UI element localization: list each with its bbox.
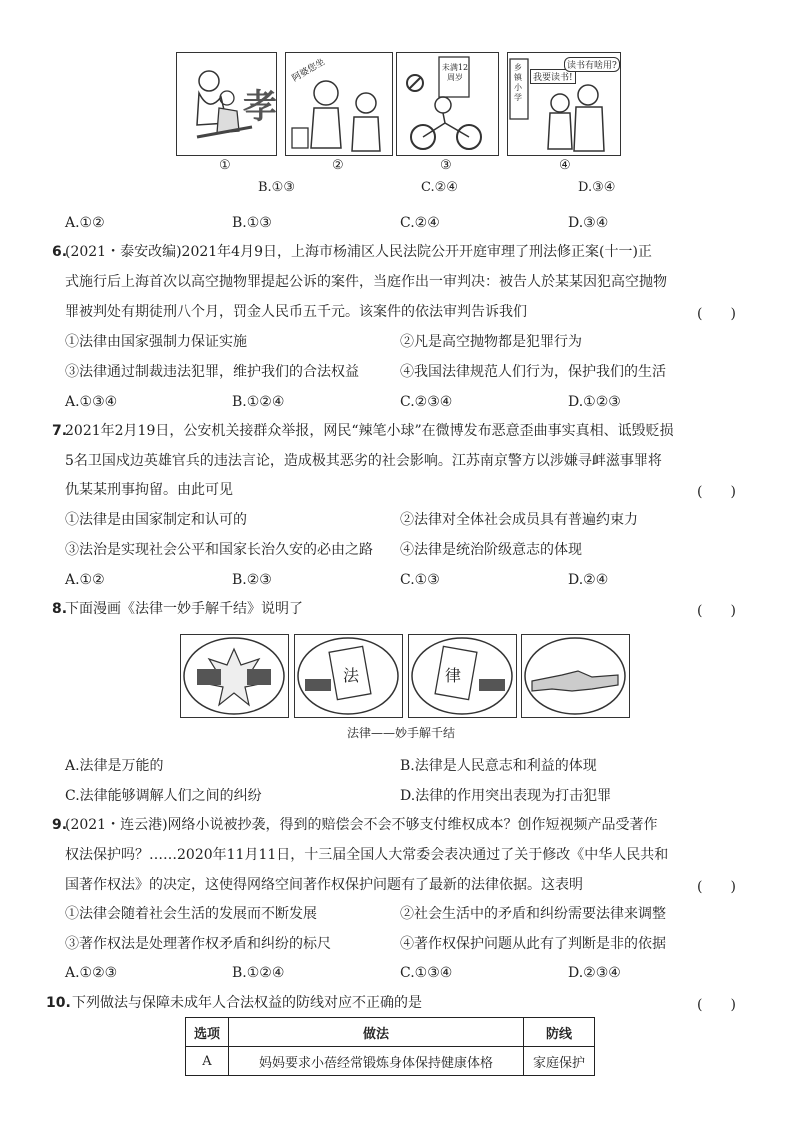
law-panel-char-lv: 律 — [445, 666, 462, 685]
table-header-option: 选项 — [186, 1018, 229, 1047]
q6-number: 6. — [52, 244, 68, 260]
panel2-speech: 阿婆您坐 — [290, 57, 327, 85]
q7-stem-line-2: 5名卫国戍边英雄官兵的违法言论，造成极其恶劣的社会影响。江苏南京警方以涉嫌寻衅滋事罪将 — [65, 453, 662, 469]
q8-option-b: B.法律是人民意志和利益的体现 — [400, 758, 597, 774]
comic-panel-3 — [396, 52, 499, 156]
q6-item-4: ④我国法律规范人们行为，保护我们的生活 — [400, 364, 666, 380]
q9-stem-line-3: 国著作权法》的决定，这使得网络空间著作权保护问题有了最新的法律依据。这表明 — [65, 877, 583, 893]
q7-item-1: ①法律是由国家制定和认可的 — [65, 512, 247, 528]
q6-stem-line-1: (2021・泰安改编)2021年4月9日，上海市杨浦区人民法院公开开庭审理了刑法修正案(十一)正 — [65, 244, 652, 260]
table-cell-line: 家庭保护 — [524, 1047, 595, 1076]
panel-label-1: ① — [219, 158, 231, 173]
inner-option-c: C.②④ — [421, 180, 458, 195]
table-cell-option: A — [186, 1047, 229, 1076]
q5-option-d: D.③④ — [568, 215, 609, 231]
q10-stem: 下列做法与保障未成年人合法权益的防线对应不正确的是 — [72, 995, 422, 1011]
q7-option-d: D.②④ — [568, 572, 609, 588]
panel-label-2: ② — [332, 158, 344, 173]
panel4-sign-text: 乡镇小学 — [514, 63, 522, 102]
q6-option-b: B.①②④ — [232, 394, 285, 410]
clashing-fists-illustration — [181, 635, 288, 717]
q9-option-c: C.①③④ — [400, 965, 453, 981]
panel3-sign-text: 未满12周岁 — [441, 63, 469, 82]
q7-option-a: A.①② — [65, 572, 105, 588]
q6-answer-blank[interactable]: ( ) — [697, 306, 736, 322]
panel4-bubble-2: 读书有啥用? — [564, 57, 620, 72]
panel-label-4: ④ — [559, 158, 571, 173]
inner-option-d: D.③④ — [578, 180, 616, 195]
q6-option-a: A.①③④ — [65, 394, 118, 410]
q10-table — [185, 1017, 595, 1076]
q9-number: 9. — [52, 817, 68, 833]
q6-item-2: ②凡是高空抛物都是犯罪行为 — [400, 334, 582, 350]
q9-stem-line-2: 权法保护吗？……2020年11月11日，十三届全国人大常委会表决通过了关于修改《中华人民共和 — [65, 847, 669, 863]
q7-stem-line-3: 仇某某刑事拘留。由此可见 — [65, 482, 233, 498]
q7-item-2: ②法律对全体社会成员具有普遍约束力 — [400, 512, 638, 528]
law-comic-panel-3 — [408, 634, 517, 718]
panel1-character: 孝 — [243, 87, 277, 127]
q7-stem-line-1: 2021年2月19日，公安机关接群众举报，网民“辣笔小球”在微博发布恶意歪曲事实真相、诋毁贬损 — [65, 423, 674, 439]
q6-option-c: C.②③④ — [400, 394, 453, 410]
handshake-illustration — [522, 635, 629, 717]
law-comic-panel-1 — [180, 634, 289, 718]
q5-option-b: B.①③ — [232, 215, 272, 231]
q7-item-3: ③法治是实现社会公平和国家长治久安的必由之路 — [65, 542, 373, 558]
law-panel-char-fa: 法 — [343, 666, 360, 685]
q8-option-c: C.法律能够调解人们之间的纠纷 — [65, 788, 262, 804]
panel-label-3: ③ — [440, 158, 452, 173]
table-cell-practice: 妈妈要求小蓓经常锻炼身体保持健康体格 — [229, 1047, 524, 1076]
q8-option-a: A.法律是万能的 — [65, 758, 164, 774]
q5-option-a: A.①② — [65, 215, 105, 231]
comic-panel-4 — [507, 52, 621, 156]
q9-option-a: A.①②③ — [65, 965, 118, 981]
q9-item-4: ④著作权保护问题从此有了判断是非的依据 — [400, 936, 666, 952]
q7-number: 7. — [52, 423, 68, 439]
q7-option-b: B.②③ — [232, 572, 272, 588]
q8-option-d: D.法律的作用突出表现为打击犯罪 — [400, 788, 612, 804]
q8-number: 8. — [52, 601, 68, 617]
q9-option-b: B.①②④ — [232, 965, 285, 981]
q7-option-c: C.①③ — [400, 572, 440, 588]
q9-answer-blank[interactable]: ( ) — [697, 879, 736, 895]
q6-item-3: ③法律通过制裁违法犯罪，维护我们的合法权益 — [65, 364, 359, 380]
q8-answer-blank[interactable]: ( ) — [697, 603, 736, 619]
q6-option-d: D.①②③ — [568, 394, 621, 410]
q9-item-2: ②社会生活中的矛盾和纠纷需要法律来调整 — [400, 906, 666, 922]
q7-item-4: ④法律是统治阶级意志的体现 — [400, 542, 582, 558]
q9-item-3: ③著作权法是处理著作权矛盾和纠纷的标尺 — [65, 936, 331, 952]
law-comic-panel-4 — [521, 634, 630, 718]
q5-option-c: C.②④ — [400, 215, 440, 231]
law-comic-caption: 法律——妙手解千结 — [347, 726, 456, 740]
table-header-row — [186, 1018, 595, 1047]
table-header-line: 防线 — [524, 1018, 595, 1047]
table-row — [186, 1047, 595, 1076]
q10-answer-blank[interactable]: ( ) — [697, 997, 736, 1013]
comic-panel-1 — [176, 52, 277, 156]
panel4-bubble-1: 我要读书! — [530, 69, 576, 84]
inner-option-b: B.①③ — [258, 180, 295, 195]
q10-number: 10. — [46, 995, 71, 1011]
q6-item-1: ①法律由国家强制力保证实施 — [65, 334, 247, 350]
table-header-practice: 做法 — [229, 1018, 524, 1047]
law-comic-panel-2 — [294, 634, 403, 718]
q9-option-d: D.②③④ — [568, 965, 621, 981]
q6-stem-line-2: 式施行后上海首次以高空抛物罪提起公诉的案件，当庭作出一审判决：被告人於某某因犯高空抛物 — [65, 274, 667, 290]
q9-item-1: ①法律会随着社会生活的发展而不断发展 — [65, 906, 317, 922]
comic-panel-2 — [285, 52, 393, 156]
q6-stem-line-3: 罪被判处有期徒刑八个月，罚金人民币五千元。该案件的依法审判告诉我们 — [65, 304, 527, 320]
q8-stem: 下面漫画《法律一妙手解千结》说明了 — [65, 601, 303, 617]
q7-answer-blank[interactable]: ( ) — [697, 484, 736, 500]
law-paper-illustration-2 — [409, 635, 516, 717]
q9-stem-line-1: (2021・连云港)网络小说被抄袭，得到的赔偿会不会不够支付维权成本？创作短视频产品受著作 — [65, 817, 658, 833]
